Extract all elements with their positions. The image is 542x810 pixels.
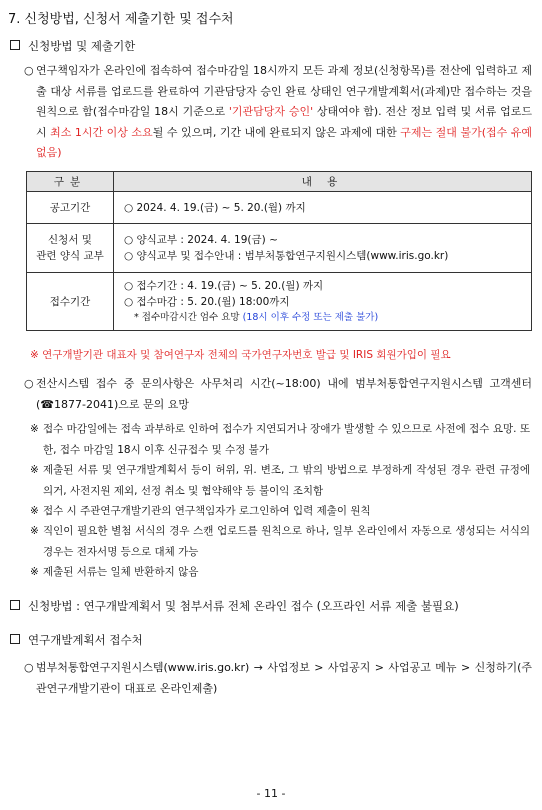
note-item: ※ 제출된 서류는 일체 반환하지 않음 — [30, 562, 530, 583]
section2-heading: 신청방법 : 연구개발계획서 및 첨부서류 전체 온라인 접수 (오프라인 서류 제출 불필요) — [10, 598, 459, 614]
page-number: - 11 - — [256, 787, 286, 800]
highlight-duration: 최소 1시간 이상 소요 — [50, 125, 153, 139]
reference-mark-icon: ※ — [30, 464, 39, 476]
table-row — [27, 224, 532, 273]
note-item: ※ 접수 마감일에는 접속 과부하로 인하여 접수가 지연되거나 장애가 발생할 수 있으므로 사전에 접수 요망. 또한, 접수 마감일 18시 이후 신규접수 및 수정 불가 — [30, 419, 530, 460]
row-content: ○ 접수기간 : 4. 19.(금) ~ 5. 20.(월) 까지 ○ 접수마감 : 5. 20.(월) 18:00까지 * 접수마감시간 엄수 요망 (18시 이후 수정 또는 제출 불가) — [114, 273, 532, 331]
circle-bullet-icon: ○ — [24, 377, 34, 390]
row-content: ○ 2024. 4. 19.(금) ~ 5. 20.(월) 까지 — [114, 192, 532, 224]
highlight-approval: '기관담당자 승인' — [228, 105, 314, 118]
highlight-no-relief: 구제는 절대 불가(접수 유예 없음) — [36, 125, 533, 159]
circle-bullet-icon: ○ — [24, 661, 34, 674]
row-label: 접수기간 — [27, 273, 114, 331]
section1-heading: 신청방법 및 제출기한 — [10, 38, 135, 54]
application-paragraph — [24, 61, 532, 164]
reference-mark-icon: ※ — [30, 525, 39, 537]
square-bullet-icon — [10, 600, 20, 610]
paragraph-body: 연구책임자가 온라인에 접속하여 접수마감일 18시까지 모든 과제 정보(신청항목)를 전산에 입력하고 제출 대상 서류를 업로드를 완료하여 기관담당자 승인 완료 상태인 연구개발계획서(과제)만 접수하는 것을 원칙으로 함(접수마감일 18시 기준으로 '기관담당자 승인' 상태여야 함). 전산 정보 입력 및 서류 업로드 시 최소 1시간 이상 소요될 수 있으며, 기간 내에 완료되지 않은 과제에 대한 구제는 절대 불가(접수 유예 없음) — [36, 64, 533, 159]
reference-mark-icon: ※ — [30, 566, 39, 578]
schedule-table — [26, 171, 532, 331]
submission-paragraph: ○ 범부처통합연구지원시스템(www.iris.go.kr) → 사업정보 > 사업공지 > 사업공고 메뉴 > 신청하기(주관연구개발기관이 대표로 온라인제출) — [24, 658, 532, 699]
reference-mark-icon: ※ — [30, 505, 39, 517]
note-item: ※ 접수 시 주관연구개발기관의 연구책임자가 로그인하여 입력 제출이 원칙 — [30, 501, 530, 522]
circle-bullet-icon: ○ — [24, 64, 34, 77]
square-bullet-icon — [10, 634, 20, 644]
row-content: ○ 양식교부 : 2024. 4. 19(금) ~ ○ 양식교부 및 접수안내 : 범부처통합연구지원시스템(www.iris.go.kr) — [114, 224, 532, 273]
researcher-id-notice: ※ 연구개발기관 대표자 및 참여연구자 전체의 국가연구자번호 발급 및 IRIS 회원가입이 필요 — [30, 349, 451, 361]
table-header-category: 구분 — [27, 172, 114, 192]
square-bullet-icon — [10, 40, 20, 50]
inquiry-paragraph: ○ 전산시스템 접수 중 문의사항은 사무처리 시간(~18:00) 내에 범부처통합연구지원시스템 고객센터(☎1877-2041)으로 문의 요망 — [24, 374, 532, 415]
row-label: 신청서 및 관련 양식 교부 — [27, 224, 114, 273]
row-label: 공고기간 — [27, 192, 114, 224]
section-title: 7. 신청방법, 신청서 제출기한 및 접수처 — [8, 12, 234, 27]
table-row — [27, 273, 532, 331]
table-row — [27, 192, 532, 224]
reference-mark-icon: ※ — [30, 423, 39, 435]
section3-heading: 연구개발계획서 접수처 — [10, 632, 143, 648]
note-item: ※ 제출된 서류 및 연구개발계획서 등이 허위, 위. 변조, 그 밖의 방법으로 부정하게 작성된 경우 관련 규정에 의거, 사전지원 제외, 선정 취소 및 협약해약 등 불이익 조치함 — [30, 460, 530, 501]
note-item: ※ 직인이 필요한 별첨 서식의 경우 스캔 업로드를 원칙으로 하나, 일부 온라인에서 자동으로 생성되는 서식의 경우는 전자서명 등으로 대체 가능 — [30, 521, 530, 562]
table-header-content: 내 용 — [114, 172, 532, 192]
deadline-warning: (18시 이후 수정 또는 제출 불가) — [242, 311, 379, 323]
